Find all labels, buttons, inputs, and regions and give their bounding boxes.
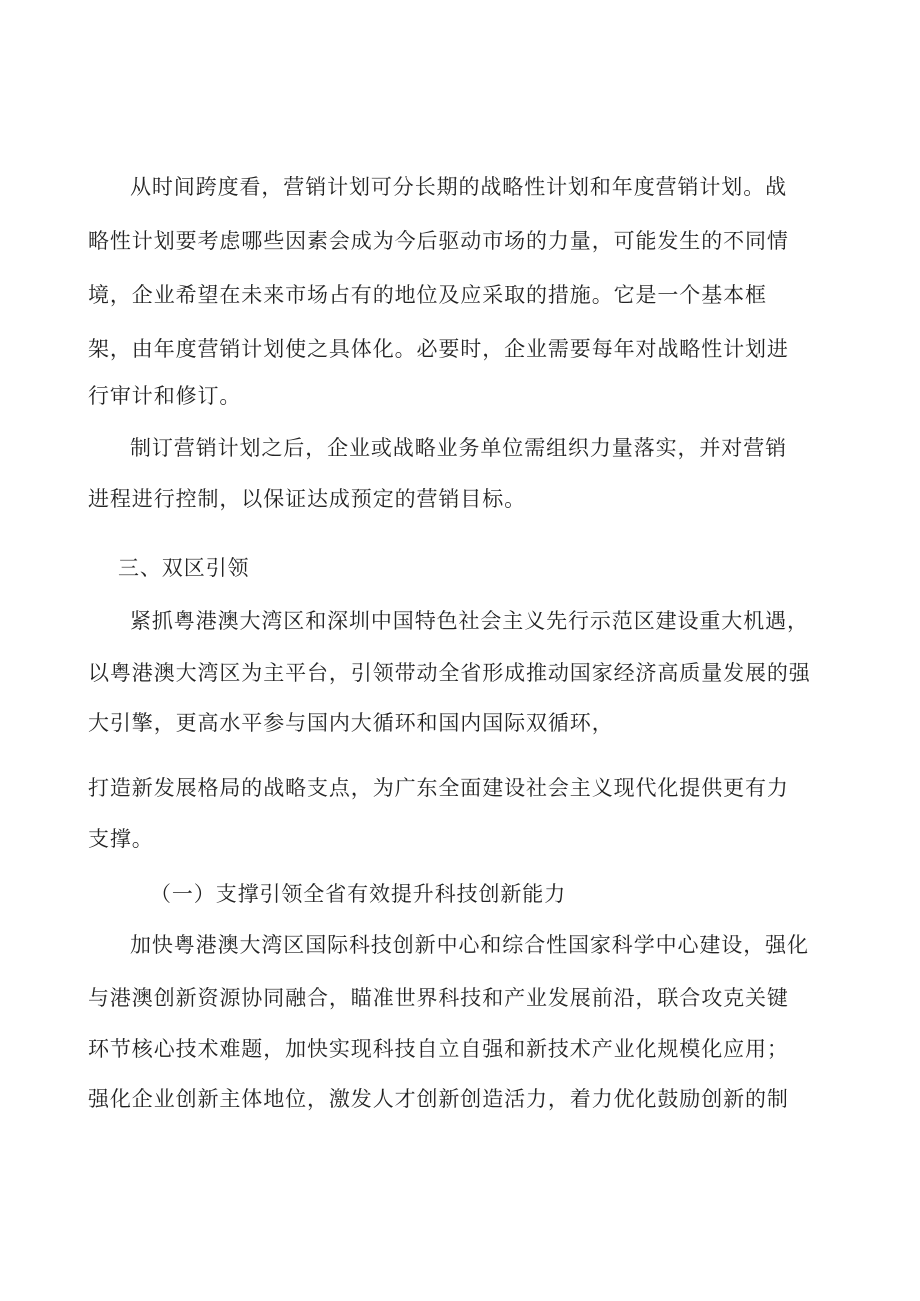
section-heading: 三、双区引领 xyxy=(118,556,250,580)
text-line: 支撑。 xyxy=(88,827,154,851)
text-line: 紧抓粤港澳大湾区和深圳中国特色社会主义先行示范区建设重大机遇， xyxy=(130,609,809,633)
text-line: 架，由年度营销计划使之具体化。必要时，企业需要每年对战略性计划进 xyxy=(88,337,789,361)
text-line: 境，企业希望在未来市场占有的地位及应采取的措施。它是一个基本框 xyxy=(88,283,767,307)
text-line: 与港澳创新资源协同融合，瞄准世界科技和产业发展前沿，联合攻克关键 xyxy=(88,986,789,1010)
text-line: 打造新发展格局的战略支点，为广东全面建设社会主义现代化提供更有力 xyxy=(88,776,789,800)
subsection-heading: （一）支撑引领全省有效提升科技创新能力 xyxy=(150,882,567,906)
text-line: 强化企业创新主体地位，激发人才创新创造活力，着力优化鼓励创新的制 xyxy=(88,1087,789,1111)
text-line: 略性计划要考虑哪些因素会成为今后驱动市场的力量，可能发生的不同情 xyxy=(88,229,789,253)
text-line: 以粤港澳大湾区为主平台，引领带动全省形成推动国家经济高质量发展的强 xyxy=(88,661,811,685)
text-line: 大引擎，更高水平参与国内大循环和国内国际双循环， xyxy=(88,711,614,735)
text-line: 行审计和修订。 xyxy=(88,384,242,408)
text-line: 环节核心技术难题，加快实现科技自立自强和新技术产业化规模化应用； xyxy=(88,1037,789,1061)
text-line: 从时间跨度看，营销计划可分长期的战略性计划和年度营销计划。战 xyxy=(130,175,787,199)
text-line: 加快粤港澳大湾区国际科技创新中心和综合性国家科学中心建设，强化 xyxy=(130,933,809,957)
text-line: 制订营销计划之后，企业或战略业务单位需组织力量落实，并对营销 xyxy=(130,436,787,460)
text-line: 进程进行控制，以保证达成预定的营销目标。 xyxy=(88,487,526,511)
